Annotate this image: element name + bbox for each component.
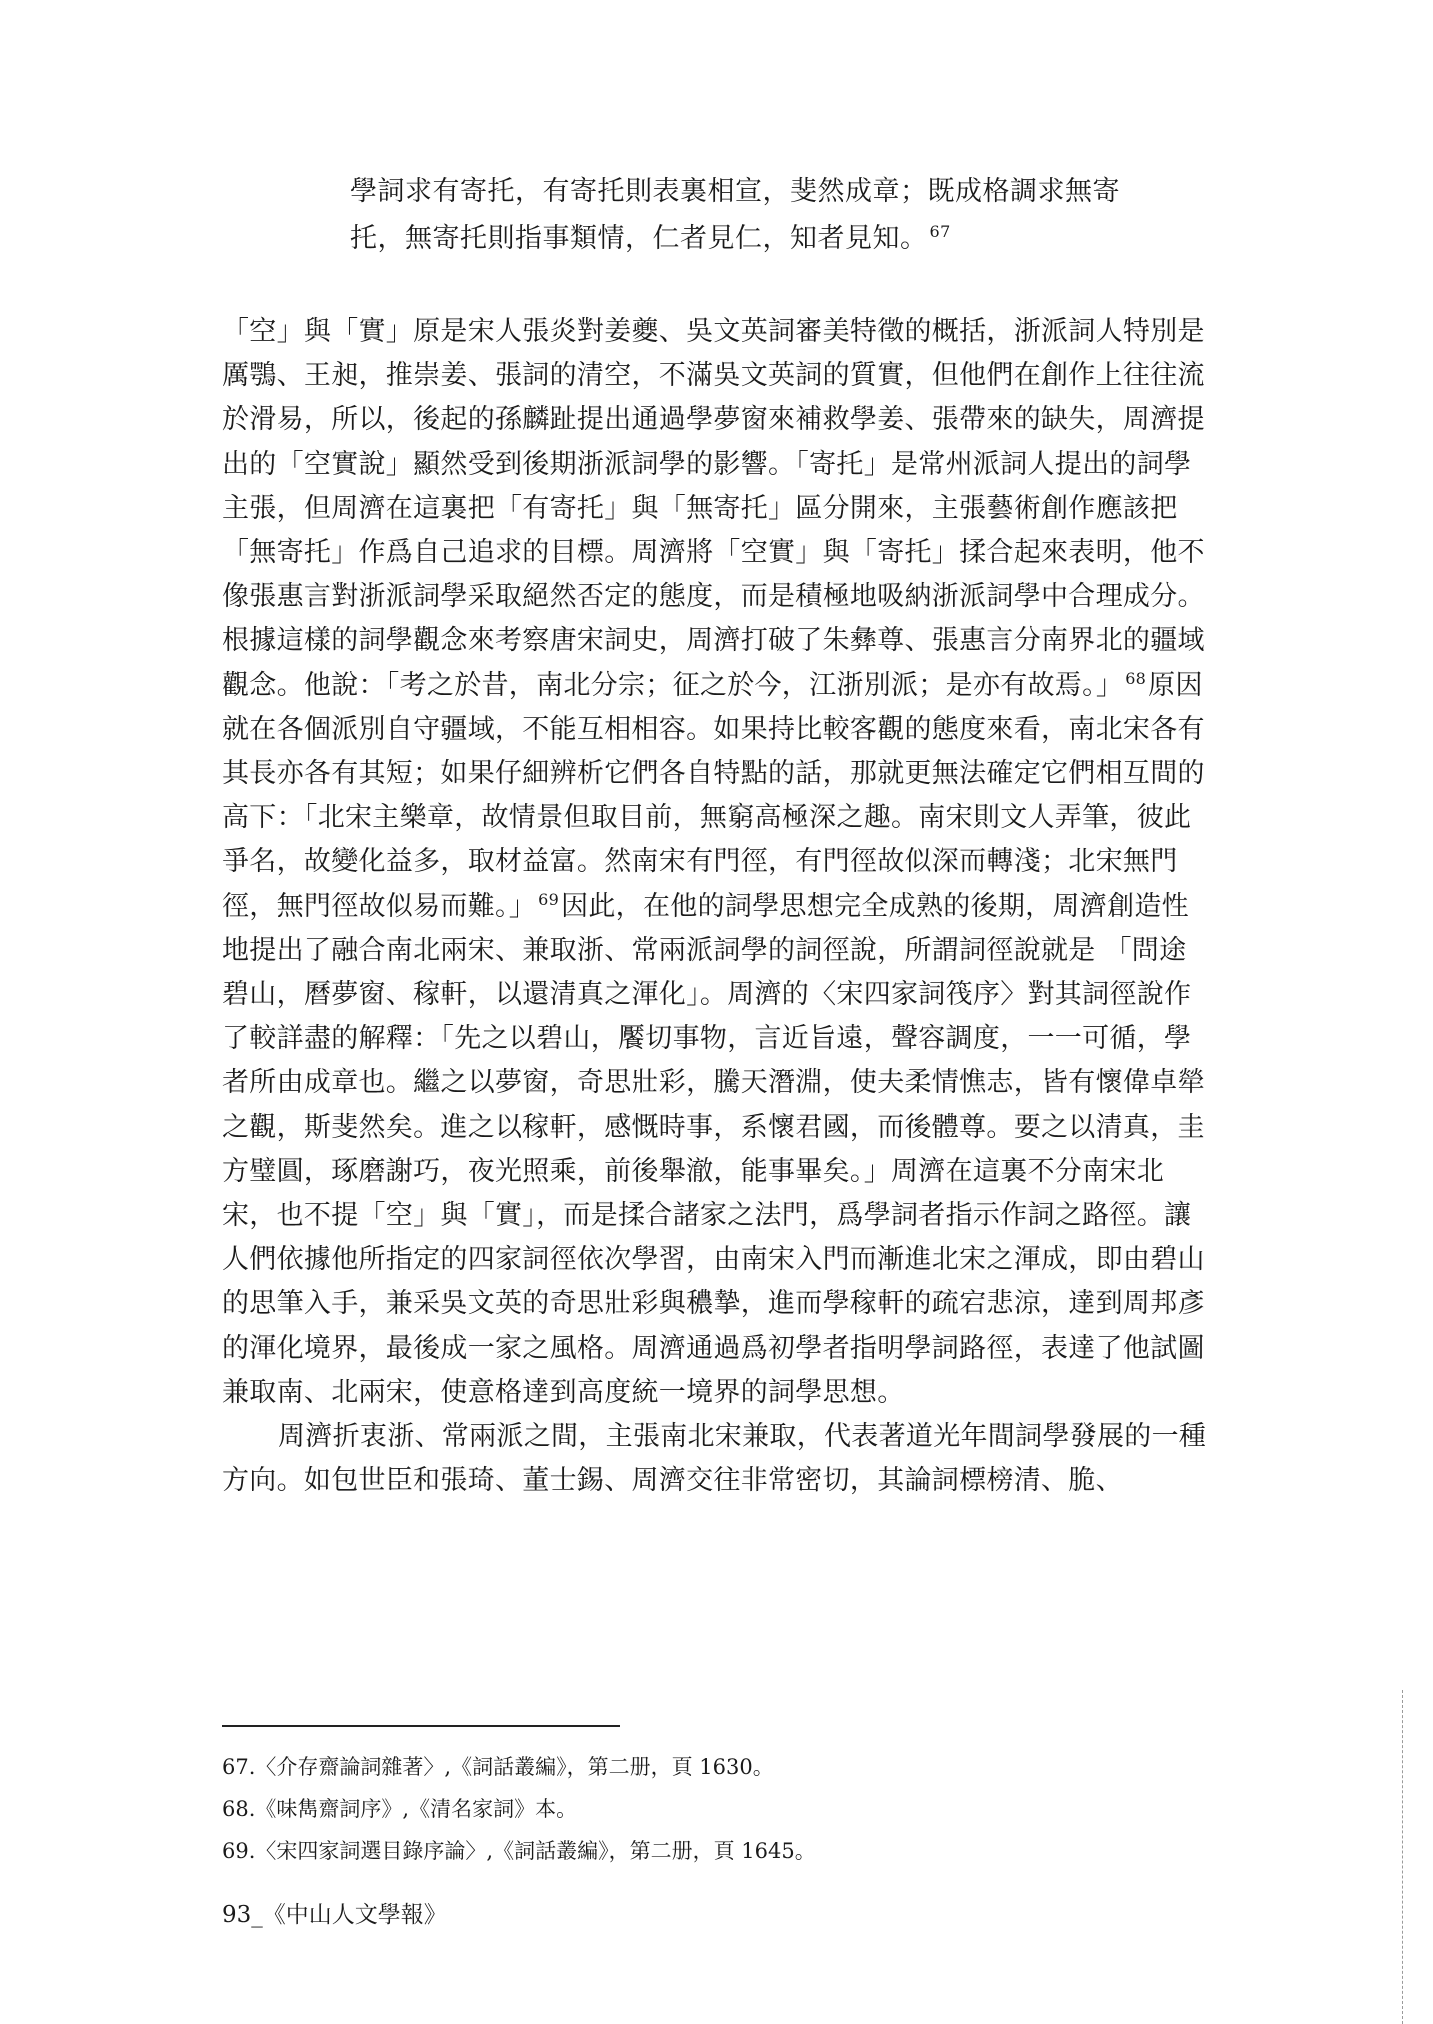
quote-line-1: 學詞求有寄托，有寄托則表裏相宣，斐然成章；既成格調求無寄 (350, 176, 1120, 207)
paragraph-1 (222, 310, 1212, 1415)
page-footer: 93_《中山人文學報》 (222, 1902, 447, 1928)
scan-edge-line (1402, 1690, 1403, 2024)
footnote-ref-68: 68 (1125, 668, 1147, 688)
body-text (222, 310, 1212, 1503)
paragraph-1-part-2: 原因就在各個派別自守疆域，不能互相相容。如果持比較客觀的態度來看，南北宋各有其長亦各有其短；如果仔細辨析它們各自特點的話，那就更無法確定它們相互間的高下：「北宋主樂章，故情景但取目前，無窮高極深之趣。南宋則文人弄筆，彼此爭名，故變化益多，取材益富。然南宋有門徑，有門徑故似深而轉淺；北宋無門徑，無門徑故似易而難。」 (222, 669, 1205, 922)
paragraph-1-part-3: 因此，在他的詞學思想完全成熟的後期，周濟創造性地提出了融合南北兩宋、兼取浙、常兩派詞學的詞徑說，所謂詞徑說就是 「問途碧山，曆夢窗、稼軒，以還清真之渾化」。周濟的〈宋四家詞筏序〉對其詞徑說作了較詳盡的解釋：「先之以碧山，饜切事物，言近旨遠，聲容調度，一一可循，學者所由成章也。繼之以夢窗，奇思壯彩，騰天潛淵，使夫柔情憔志，皆有懷偉卓犖之觀，斯斐然矣。進之以稼軒，感慨時事，系懷君國，而後體尊。要之以清真，圭方璧圓，琢磨謝巧，夜光照乘，前後舉澈，能事畢矣。」周濟在這裏不分南宋北宋，也不提「空」與「實」，而是揉合諸家之法門，爲學詞者指示作詞之路徑。讓人們依據他所指定的四家詞徑依次學習，由南宋入門而漸進北宋之渾成，即由碧山的思筆入手，兼采吳文英的奇思壯彩與穠摯，進而學稼軒的疏宕悲涼，達到周邦彥的渾化境界，最後成一家之風格。周濟通過爲初學者指明學詞路徑，表達了他試圖兼取南、北兩宋，使意格達到高度統一境界的詞學思想。 (222, 890, 1205, 1408)
paragraph-2: 周濟折衷浙、常兩派之間，主張南北宋兼取，代表著道光年間詞學發展的一種方向。如包世臣和張琦、董士錫、周濟交往非常密切，其論詞標榜清、脆、 (222, 1421, 1207, 1497)
quote-line-2 (350, 215, 1200, 262)
footnote-67: 67.〈介存齋論詞雜著〉,《詞話叢編》，第二册，頁 1630。 (222, 1755, 774, 1779)
quote-line-2-text: 托，無寄托則指事類情，仁者見仁，知者見知。 (350, 223, 928, 254)
footnote-68: 68.《味雋齋詞序》,《清名家詞》本。 (222, 1797, 578, 1821)
footnote-ref-67: 67 (929, 222, 951, 241)
footnote-69: 69.〈宋四家詞選目錄序論〉,《詞話叢編》，第二册，頁 1645。 (222, 1839, 816, 1863)
footnotes (222, 1746, 1122, 1872)
footnote-ref-69: 69 (538, 889, 560, 909)
footnote-divider (222, 1725, 620, 1727)
paragraph-1-part-1: 「空」與「實」原是宋人張炎對姜夔、吳文英詞審美特徵的概括，浙派詞人特別是厲鶚、王昶，推崇姜、張詞的清空，不滿吳文英詞的質實，但他們在創作上往往流於滑易，所以，後起的孫麟趾提出通過學夢窗來補救學姜、張帶來的缺失，周濟提出的「空實說」顯然受到後期浙派詞學的影響。「寄托」是常州派詞人提出的詞學主張，但周濟在這裏把「有寄托」與「無寄托」區分開來，主張藝術創作應該把「無寄托」作爲自己追求的目標。周濟將「空實」與「寄托」揉合起來表明，他不像張惠言對浙派詞學采取絕然否定的態度，而是積極地吸納浙派詞學中合理成分。根據這樣的詞學觀念來考察唐宋詞史，周濟打破了朱彝尊、張惠言分南界北的疆域觀念。他說：「考之於昔，南北分宗；征之於今，江浙別派；是亦有故焉。」 (222, 316, 1205, 701)
block-quote (350, 168, 1200, 262)
